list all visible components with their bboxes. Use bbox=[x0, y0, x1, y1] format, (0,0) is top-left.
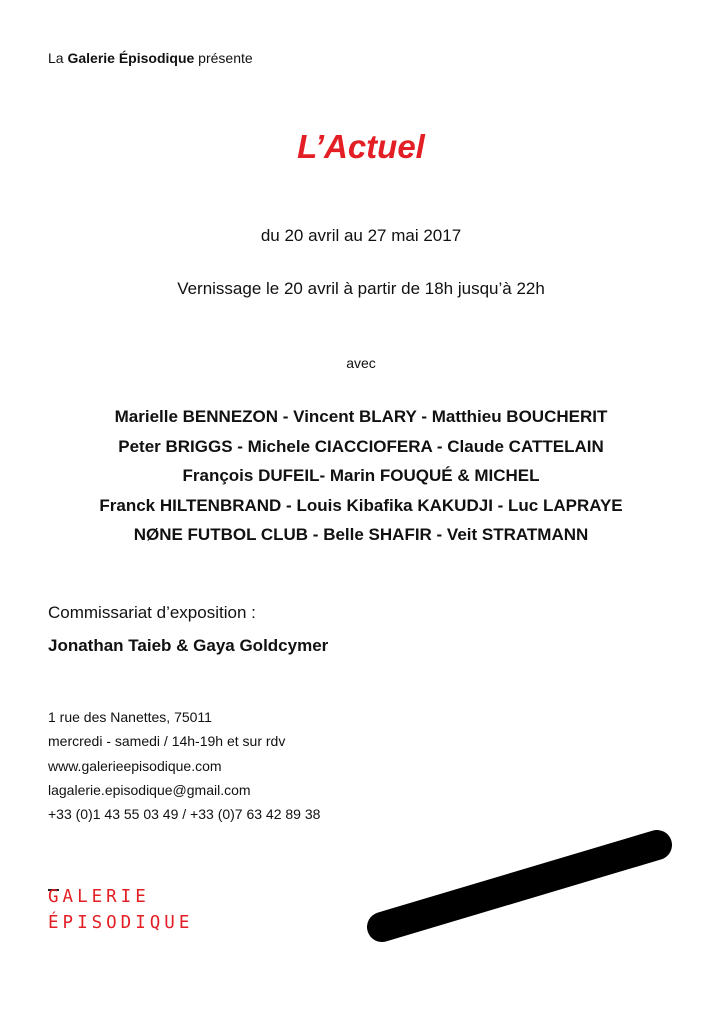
contact-address: 1 rue des Nanettes, 75011 bbox=[48, 709, 212, 725]
contact-phone: +33 (0)1 43 55 03 49 / +33 (0)7 63 42 89 38 bbox=[48, 806, 321, 823]
intro-suffix: présente bbox=[194, 50, 253, 66]
artists-line: Franck HILTENBRAND - Louis Kibafika KAKUDJI - Luc LAPRAYE bbox=[99, 495, 623, 515]
vernissage-info: Vernissage le 20 avril à partir de 18h jusqu’à 22h bbox=[177, 279, 545, 298]
brush-stroke-line bbox=[382, 845, 657, 927]
artists-line: Peter BRIGGS - Michele CIACCIOFERA - Claude CATTELAIN bbox=[118, 436, 604, 456]
commissariat-names: Jonathan Taieb & Gaya Goldcymer bbox=[48, 636, 329, 655]
artists-line: François DUFEIL- Marin FOUQUÉ & MICHEL bbox=[182, 466, 540, 485]
artists-line: NØNE FUTBOL CLUB - Belle SHAFIR - Veit STRATMANN bbox=[133, 525, 589, 544]
intro-gallery-name: Galerie Épisodique bbox=[67, 50, 195, 66]
artists-line: Marielle BENNEZON - Vincent BLARY - Matthieu BOUCHERIT bbox=[114, 407, 608, 426]
commissariat-label: Commissariat d’exposition : bbox=[48, 603, 256, 622]
contact-hours: mercredi - samedi / 14h-19h et sur rdv bbox=[48, 733, 286, 750]
avec-label: avec bbox=[346, 355, 376, 371]
logo-line-2: ÉPISODIQUE bbox=[48, 913, 194, 933]
intro-prefix: La bbox=[48, 50, 68, 66]
contact-website[interactable]: www.galerieepisodique.com bbox=[48, 757, 222, 774]
exhibition-title: L’Actuel bbox=[297, 128, 425, 165]
contact-email[interactable]: lagalerie.episodique@gmail.com bbox=[48, 781, 251, 798]
logo-line-1: GALERIE bbox=[48, 887, 150, 907]
exhibition-dates: du 20 avril au 27 mai 2017 bbox=[260, 226, 462, 245]
